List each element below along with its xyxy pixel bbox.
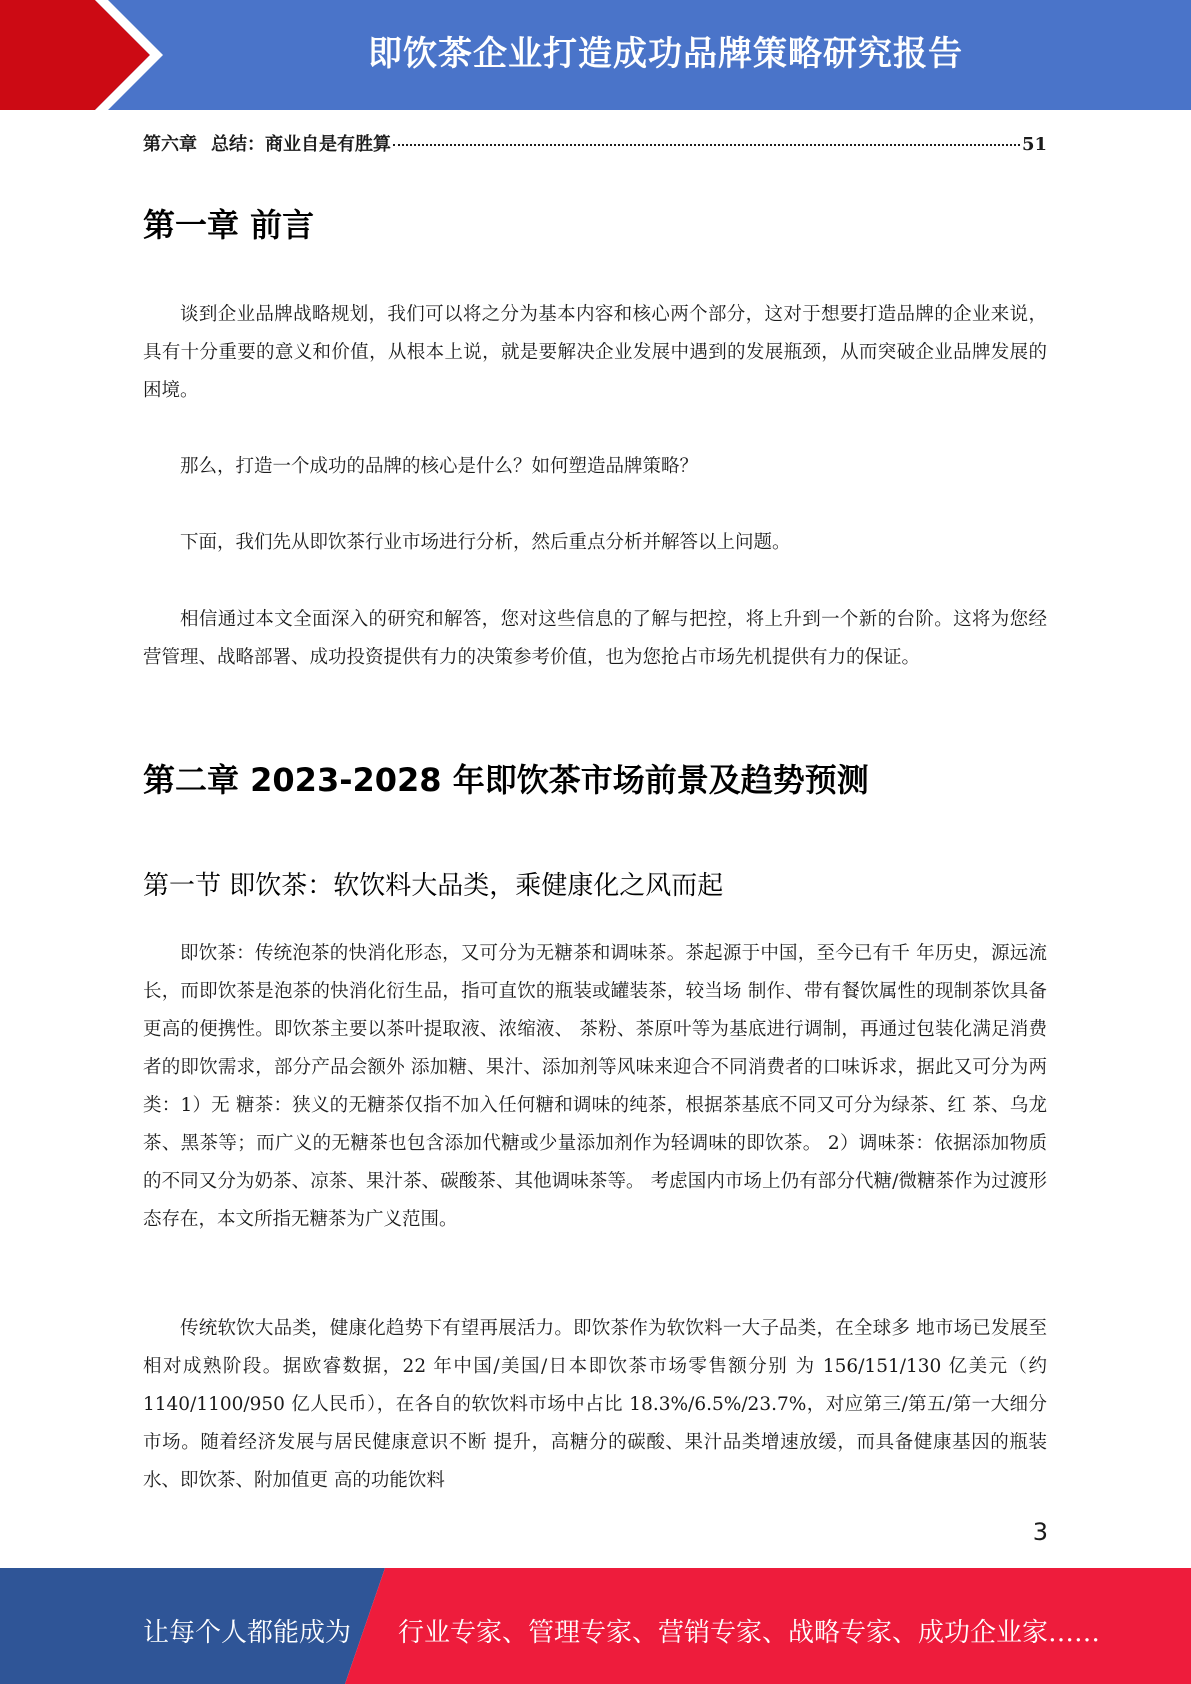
chapter1-paragraph-2: 那么，打造一个成功的品牌的核心是什么？如何塑造品牌策略？	[180, 456, 699, 477]
chapter2-heading: 第二章 2023-2028 年即饮茶市场前景及趋势预测	[143, 761, 869, 799]
section1-heading: 第一节 即饮茶：软饮料大品类，乘健康化之风而起	[143, 871, 724, 901]
chapter1-paragraph-3: 下面，我们先从即饮茶行业市场进行分析，然后重点分析并解答以上问题。	[180, 532, 791, 553]
toc-entry-chapter6[interactable]	[143, 130, 1047, 156]
footer-slogan-right: 行业专家、管理专家、营销专家、战略专家、成功企业家……	[398, 1618, 1101, 1648]
chapter1-paragraph-1: 谈到企业品牌战略规划，我们可以将之分为基本内容和核心两个部分，这对于想要打造品牌的企业来说，具有十分重要的意义和价值，从根本上说，就是要解决企业发展中遇到的发展瓶颈，从而突破企业品牌发展的困境。	[143, 304, 1047, 401]
section1-paragraph-1: 即饮茶：传统泡茶的快消化形态，又可分为无糖茶和调味茶。茶起源于中国，至今已有千 年历史，源远流长，而即饮茶是泡茶的快消化衍生品，指可直饮的瓶装或罐装茶，较当场 制作、带有餐饮属性的现制茶饮具备更高的便携性。即饮茶主要以茶叶提取液、浓缩液、 茶粉、茶原叶等为基底进行调制，再通过包装化满足消费者的即饮需求，部分产品会额外 添加糖、果汁、添加剂等风味来迎合不同消费者的口味诉求，据此又可分为两类：1）无 糖茶：狭义的无糖茶仅指不加入任何糖和调味的纯茶，根据茶基底不同又可分为绿茶、红 茶、乌龙茶、黑茶等；而广义的无糖茶也包含添加代糖或少量添加剂作为轻调味的即饮茶。 2）调味茶：依据添加物质的不同又分为奶茶、凉茶、果汁茶、碳酸茶、其他调味茶等。 考虑国内市场上仍有部分代糖/微糖茶作为过渡形态存在，本文所指无糖茶为广义范围。	[143, 943, 1047, 1230]
page-footer	[0, 1568, 1191, 1684]
section1-paragraph-2: 传统软饮大品类，健康化趋势下有望再展活力。即饮茶作为软饮料一大子品类，在全球多 地市场已发展至相对成熟阶段。据欧睿数据，22 年中国/美国/日本即饮茶市场零售额分别 为 156/151/130 亿美元（约 1140/1100/950 亿人民币），在各自的软饮料市场中占比 18.3%/6.5%/23.7%，对应第三/第五/第一大细分市场。随着经济发展与居民健康意识不断 提升，高糖分的碳酸、果汁品类增速放缓，而具备健康基因的瓶装水、即饮茶、附加值更 高的功能饮料	[143, 1318, 1047, 1491]
toc-chapter-label: 第六章	[143, 134, 197, 155]
report-title: 即饮茶企业打造成功品牌策略研究报告	[368, 34, 963, 74]
toc-chapter-title: 总结：商业自是有胜算	[211, 134, 391, 155]
toc-page-number: 51	[1021, 134, 1047, 155]
chapter1-paragraph-4: 相信通过本文全面深入的研究和解答，您对这些信息的了解与把控，将上升到一个新的台阶。这将为您经营管理、战略部署、成功投资提供有力的决策参考价值，也为您抢占市场先机提供有力的保证。	[143, 609, 1047, 668]
page-number: 3	[1032, 1518, 1048, 1546]
footer-slogan-left: 让每个人都能成为	[143, 1618, 352, 1648]
page-header	[0, 0, 1191, 110]
toc-leader-dots	[393, 144, 1020, 146]
chapter1-heading: 第一章 前言	[143, 206, 315, 244]
